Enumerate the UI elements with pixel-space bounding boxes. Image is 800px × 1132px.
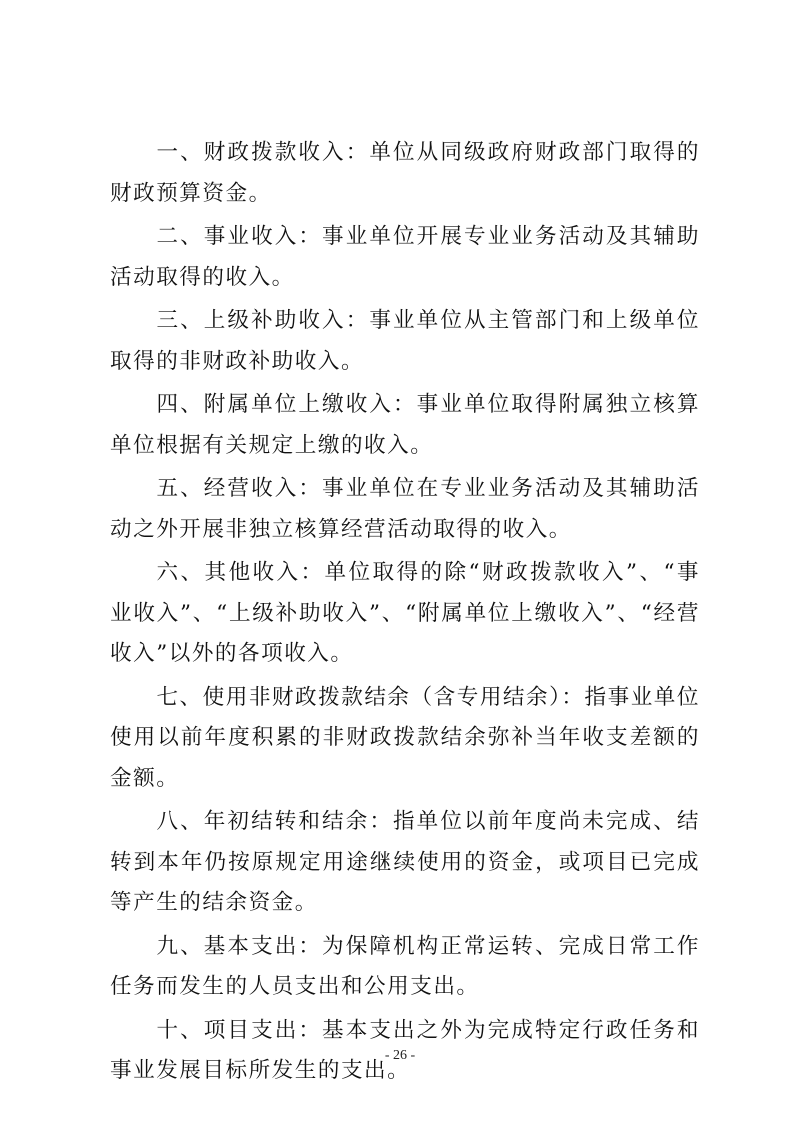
paragraph-other-income: 六、其他收入：单位取得的除“财政拨款收入”、“事业收入”、“上级补助收入”、“附属单位上缴收入”、“经营收入”以外的各项收入。 [110,560,700,666]
paragraph-business-income: 二、事业收入：事业单位开展专业业务活动及其辅助活动取得的收入。 [110,224,700,290]
paragraph-superior-subsidy-income: 三、上级补助收入：事业单位从主管部门和上级单位取得的非财政补助收入。 [110,308,700,374]
paragraph-project-expenditure: 十、项目支出：基本支出之外为完成特定行政任务和事业发展目标所发生的支出。 [110,1017,700,1083]
paragraph-non-fiscal-surplus-use: 七、使用非财政拨款结余（含专用结余）：指事业单位使用以前年度积累的非财政拨款结余弥补当年收支差额的金额。 [110,684,700,791]
paragraph-carryover-and-surplus: 八、年初结转和结余：指单位以前年度尚未完成、结转到本年仍按原规定用途继续使用的资金，或项目已完成等产生的结余资金。 [110,809,700,915]
page-number: - 26 - [384,1048,416,1063]
paragraph-affiliated-unit-remittance: 四、附属单位上缴收入：事业单位取得附属独立核算单位根据有关规定上缴的收入。 [110,392,700,458]
paragraph-basic-expenditure: 九、基本支出：为保障机构正常运转、完成日常工作任务而发生的人员支出和公用支出。 [110,933,700,999]
paragraph-fiscal-appropriation-income: 一、财政拨款收入：单位从同级政府财政部门取得的财政预算资金。 [110,140,700,206]
paragraph-operating-income: 五、经营收入：事业单位在专业业务活动及其辅助活动之外开展非独立核算经营活动取得的收入。 [110,476,700,542]
document-body [110,133,700,1095]
